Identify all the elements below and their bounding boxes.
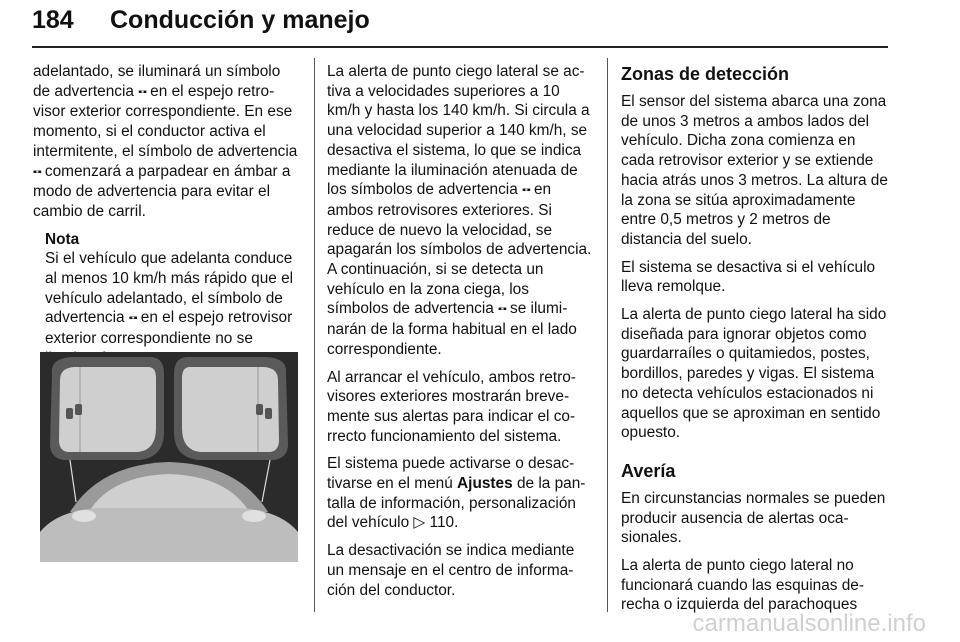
paragraph: La alerta de punto ciego lateral no funcionará cuando las esquinas derecha o izquierda del parachoques xyxy=(621,557,865,614)
blind-spot-warning-icon: ▪▫▪ xyxy=(138,86,146,98)
mirror-illustration xyxy=(40,352,298,562)
menu-reference: Ajustes xyxy=(457,475,513,493)
paragraph: Al arrancar el vehículo, ambos retrovisores exteriores mostrarán brevemente sus alertas para indicar el correcto funcionamiento del sistema. xyxy=(327,368,576,445)
column-3 xyxy=(621,62,889,623)
text: La alerta de punto ciego lateral se activa a velocidades superiores a 10 km/h y hasta los 140 km/h. Si circula a una velocidad superior a 140 km/h, se desactiva el sistema, lo que se indica mediante la iluminación atenuada de los símbolos de advertencia xyxy=(327,63,590,199)
text: adelantado, se iluminará un símbolo de advertencia xyxy=(33,63,281,100)
section-heading: Avería xyxy=(621,460,676,481)
text: comenzará a parpadear en ámbar a modo de advertencia para evitar el cambio de carril. xyxy=(33,162,291,220)
header-rule xyxy=(32,46,888,48)
blind-spot-warning-icon: ▪▫▪ xyxy=(522,185,530,197)
note-box xyxy=(45,230,301,369)
paragraph: La alerta de punto ciego lateral ha sido diseñada para ignorar objetos como guardarraíles o quitamiedos, postes, bordillos, paredes y vigas. El sistema no detecta vehículos estacionados ni aquellos que se aproximan en sentido opuesto. xyxy=(621,306,887,442)
blind-spot-warning-icon: ▪▫▪ xyxy=(128,313,137,325)
text: de la pantalla de información, personalización del vehículo xyxy=(327,475,586,532)
paragraph xyxy=(327,454,592,533)
blind-spot-warning-icon: ▪▫▪ xyxy=(498,304,506,316)
watermark: carmanualsonline.info xyxy=(692,610,926,637)
text: en el espejo retrovisor exterior correspondiente no se xyxy=(45,309,293,348)
column-divider xyxy=(314,58,315,612)
paragraph: El sistema se desactiva si el vehículo lleva remolque. xyxy=(621,258,876,296)
column-divider xyxy=(607,58,608,612)
left-mirror xyxy=(50,357,164,460)
text: se iluminarán de la forma habitual en el lado correspondiente. xyxy=(327,300,577,358)
paragraph xyxy=(327,62,592,360)
paragraph: El sensor del sistema abarca una zona de unos 3 metros a ambos lados del vehículo. Dicha zona comienza en cada retrovisor exterior y se extiende hacia atrás unos 3 metros. La altura de la zona se sitúa aproximadamente entre 0,5 metros y 2 metros de distancia del suelo. xyxy=(621,93,888,248)
column-2 xyxy=(327,62,592,608)
blind-spot-warning-icon xyxy=(256,404,263,415)
text: El sistema puede activarse o desactivarse en el menú xyxy=(327,455,575,493)
note-title: Nota xyxy=(45,230,80,248)
page-number: 184 xyxy=(32,6,74,34)
text: en ambos retrovisores exteriores. Si reduce de nuevo la velocidad, se apagarán los símbolos de advertencia. A continuación, si se detecta un vehículo en la zona ciega, los símbolos de advertencia xyxy=(327,181,592,318)
text: en el espejo retrovisor exterior correspondiente. En ese momento, si el conductor activa el intermitente, el símbolo de advertencia xyxy=(33,82,298,160)
page-header xyxy=(32,6,370,35)
text: Si el vehículo que adelanta conduce al menos 10 km/h más rápido que el vehículo adelantado, el símbolo de advertencia xyxy=(45,250,294,327)
page-title: Conducción y manejo xyxy=(110,6,370,34)
blind-spot-warning-icon: ▪▫▪ xyxy=(33,166,41,178)
paragraph: La desactivación se indica mediante un mensaje en el centro de información del conductor. xyxy=(327,542,575,599)
note-text xyxy=(45,249,301,368)
right-mirror xyxy=(174,357,288,460)
blind-spot-warning-icon xyxy=(66,408,73,419)
paragraph xyxy=(33,62,301,222)
section-heading: Zonas de detección xyxy=(621,64,790,84)
column-1 xyxy=(33,62,301,369)
page-reference: ▷ 110. xyxy=(413,514,459,532)
paragraph: En circunstancias normales se pueden producir ausencia de alertas ocasionales. xyxy=(621,489,886,547)
